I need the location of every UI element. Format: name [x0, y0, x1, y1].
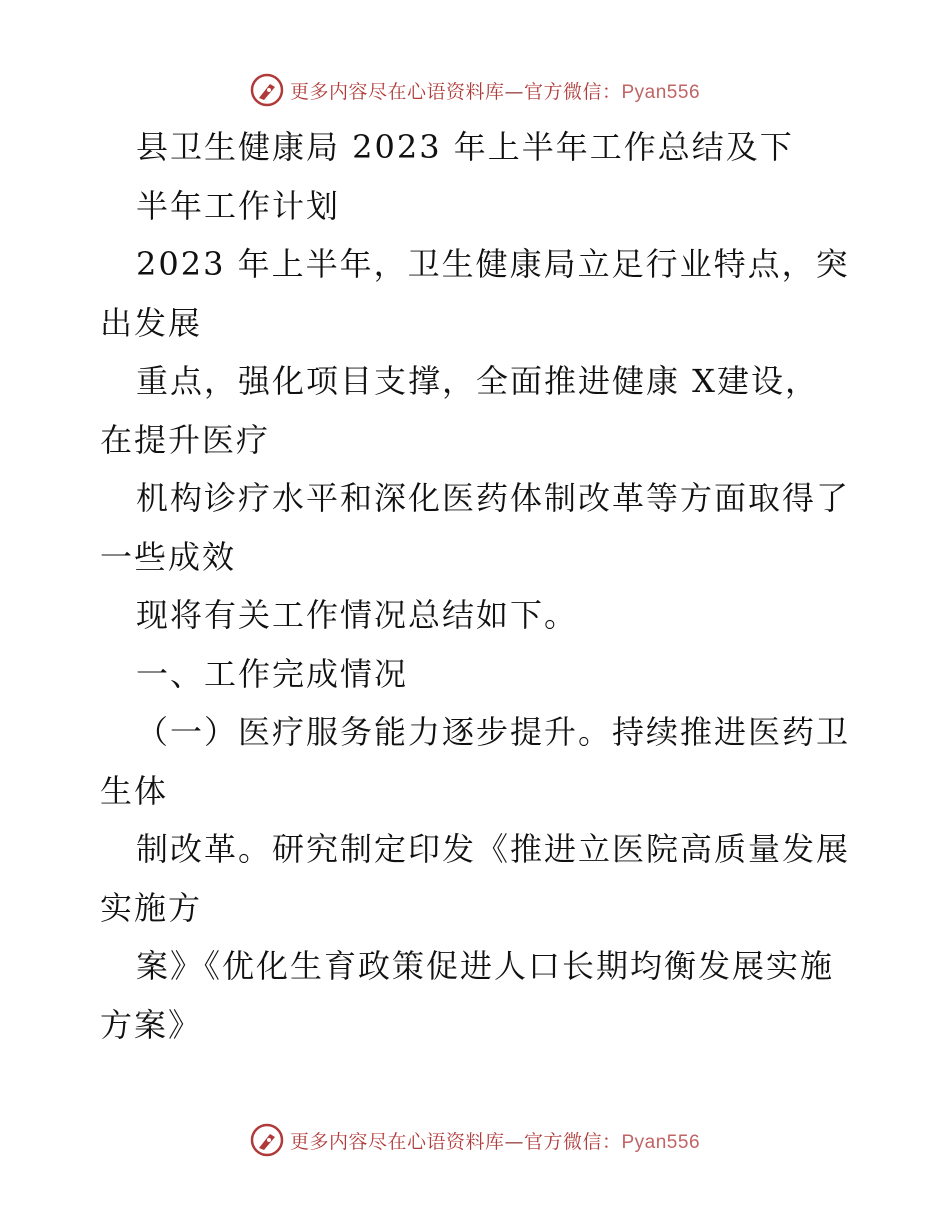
title-line: 县卫生健康局 2023 年上半年工作总结及下: [136, 128, 794, 166]
watermark-brand: 更多内容尽在心语资料库: [289, 80, 505, 103]
watermark-separator: —: [504, 80, 524, 103]
paragraph-line: 出发展: [100, 303, 203, 342]
paragraph-line: （一）医疗服务能力逐步提升。持续推进医药卫: [136, 713, 851, 751]
watermark-wechat-label: 官方微信：: [523, 1130, 622, 1153]
watermark-text: [290, 77, 700, 104]
section-heading-line: 一、工作完成情况: [136, 654, 409, 693]
paragraph-line: 方案》: [100, 1005, 203, 1044]
document-body: [100, 118, 860, 1054]
watermark-wechat-label: 官方微信：: [523, 80, 622, 103]
paragraph-line: 在提升医疗: [100, 420, 271, 459]
paragraph: [100, 469, 860, 586]
paragraph-line: 制改革。研究制定印发《推进立医院高质量发展: [136, 830, 851, 868]
watermark-wechat-id: Pyan556: [621, 81, 701, 103]
pen-nib-logo-icon: [250, 1123, 284, 1157]
document-title: [100, 118, 860, 235]
section-heading: [100, 645, 860, 704]
paragraph: [100, 820, 860, 937]
watermark-text: [290, 1127, 700, 1154]
paragraph: [100, 586, 860, 645]
paragraph: [100, 352, 860, 469]
paragraph: [100, 937, 860, 1054]
paragraph: [100, 703, 860, 820]
paragraph-line: 2023 年上半年，卫生健康局立足行业特点，突: [136, 245, 850, 283]
paragraph-line: 机构诊疗水平和深化医药体制改革等方面取得了: [136, 479, 851, 517]
pen-nib-logo-icon: [250, 73, 284, 107]
paragraph-line: 实施方: [100, 888, 203, 927]
paragraph-line: 一些成效: [100, 537, 237, 576]
watermark-banner-top: [0, 70, 950, 110]
paragraph-line: 现将有关工作情况总结如下。: [136, 596, 579, 634]
title-line: 半年工作计划: [136, 186, 341, 225]
paragraph-line: 生体: [100, 771, 169, 810]
watermark-brand: 更多内容尽在心语资料库: [289, 1130, 505, 1153]
watermark-wechat-id: Pyan556: [621, 1131, 701, 1153]
paragraph-line: 重点，强化项目支撑，全面推进健康 X建设，: [136, 362, 819, 400]
paragraph: [100, 235, 860, 352]
watermark-separator: —: [504, 1130, 524, 1153]
watermark-banner-bottom: [0, 1120, 950, 1160]
paragraph-line: 案》《优化生育政策促进人口长期均衡发展实施: [136, 947, 835, 985]
